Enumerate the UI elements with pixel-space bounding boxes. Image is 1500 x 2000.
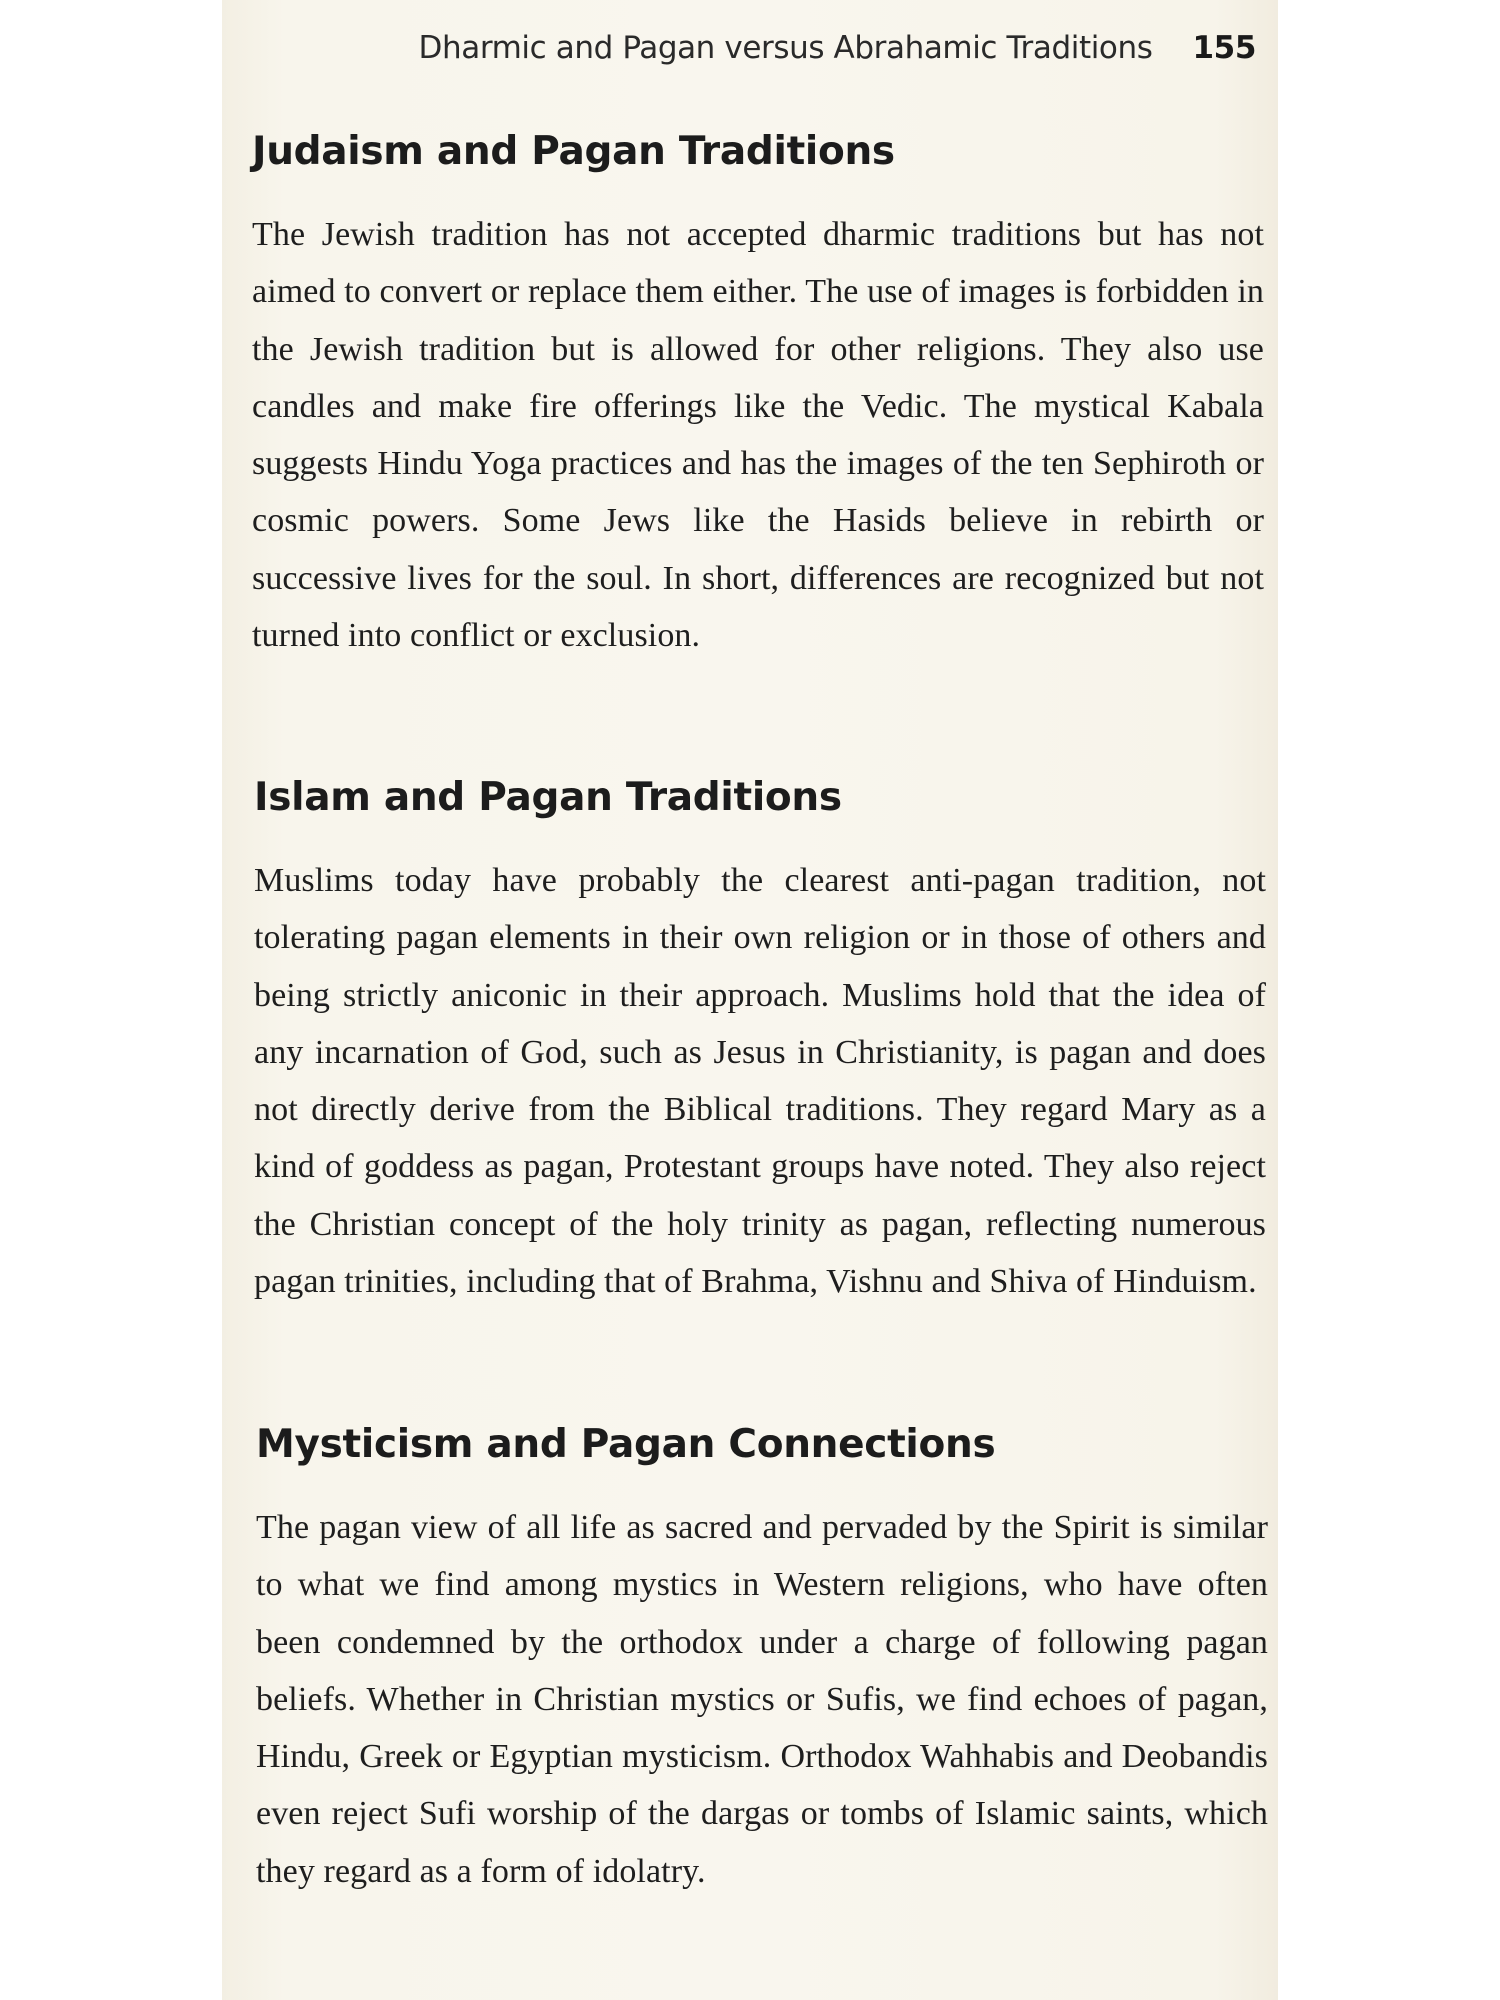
running-header: [222, 30, 1256, 70]
section-islam: [254, 774, 1266, 1310]
section-body: The pagan view of all life as sacred and pervaded by the Spirit is similar to what we find among mystics in Western religions, who have often been condemned by the orthodox under a charge of following pagan beliefs. Whether in Christian mystics or Sufis, we find echoes of pagan, Hindu, Greek or Egyptian mysticism. Orthodox Wahhabis and Deobandis even reject Sufi worship of the dargas or tombs of Islamic saints, which they regard as a form of idolatry.: [256, 1509, 1268, 1890]
page-number: 155: [1192, 30, 1256, 66]
running-header-title: Dharmic and Pagan versus Abrahamic Traditions: [418, 30, 1153, 66]
section-body: The Jewish tradition has not accepted dharmic traditions but has not aimed to convert or replace them either. The use of images is forbidden in the Jewish tradition but is allowed for other religions. They also use candles and make fire offerings like the Vedic. The mystical Kabala suggests Hindu Yoga practices and has the images of the ten Sephiroth or cosmic powers. Some Jews like the Hasids believe in rebirth or successive lives for the soul. In short, differences are recognized but not turned into conflict or exclusion.: [252, 216, 1264, 655]
section-heading: Mysticism and Pagan Connections: [256, 1422, 996, 1467]
section-body: Muslims today have probably the clearest anti-pagan tradition, not tolerating pagan elements in their own religion or in those of others and being strictly aniconic in their approach. Muslims hold that the idea of any incarnation of God, such as Jesus in Christianity, is pagan and does not directly derive from the Biblical traditions. They regard Mary as a kind of goddess as pagan, Protestant groups have noted. They also reject the Christian concept of the holy trinity as pagan, reflecting numerous pagan trinities, including that of Brahma, Vishnu and Shiva of Hinduism.: [254, 862, 1266, 1301]
section-mysticism: [256, 1421, 1268, 1900]
section-judaism: [252, 128, 1264, 664]
section-heading: Judaism and Pagan Traditions: [252, 129, 895, 174]
book-page: [222, 0, 1278, 2000]
section-heading: Islam and Pagan Traditions: [254, 775, 842, 820]
